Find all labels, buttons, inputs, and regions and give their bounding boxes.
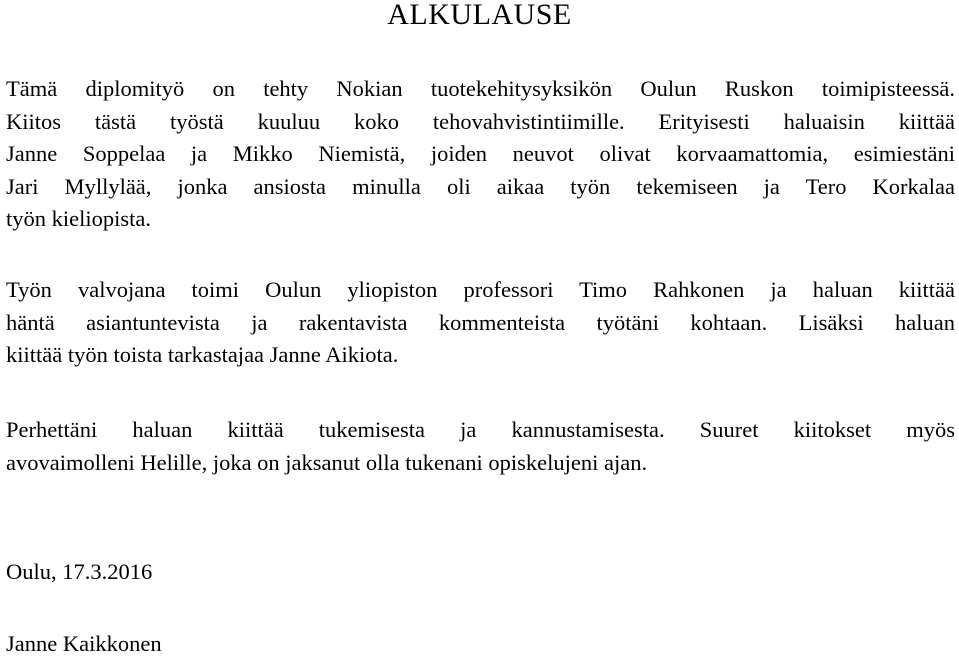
- paragraph-line: työn kieliopista.: [6, 206, 151, 232]
- acknowledgement-paragraph-2: [6, 274, 955, 372]
- paragraph-line: Perhettäni haluan kiittää tukemisesta ja kannustamisesta. Suuret kiitokset myös: [6, 417, 955, 442]
- paragraph-line: Jari Myllylää, jonka ansiosta minulla oli aikaa työn tekemiseen ja Tero Korkalaa: [6, 173, 955, 199]
- place-and-date: Oulu, 17.3.2016: [6, 559, 153, 584]
- paragraph-line: Tämä diplomityö on tehty Nokian tuotekehitysyksikön Oulun Ruskon toimipisteessä.: [6, 76, 955, 101]
- paragraph-line: Janne Soppelaa ja Mikko Niemistä, joiden neuvot olivat korvaamattomia, esimiestäni: [6, 141, 955, 167]
- page-title: ALKULAUSE: [387, 0, 572, 31]
- paragraph-line: häntä asiantuntevista ja rakentavista kommenteista työtäni kohtaan. Lisäksi haluan: [6, 309, 955, 335]
- acknowledgement-paragraph-1: [6, 73, 955, 236]
- paragraph-line: Kiitos tästä työstä kuuluu koko tehovahvistintiimille. Erityisesti haluaisin kiittää: [6, 108, 955, 134]
- paragraph-line: Työn valvojana toimi Oulun yliopiston professori Timo Rahkonen ja haluan kiittää: [6, 277, 955, 302]
- acknowledgement-paragraph-3: [6, 414, 955, 479]
- paragraph-line: avovaimolleni Helille, joka on jaksanut olla tukenani opiskelujeni ajan.: [6, 449, 648, 475]
- signer-name: Janne Kaikkonen: [6, 631, 162, 656]
- paragraph-line: kiittää työn toista tarkastajaa Janne Aikiota.: [6, 342, 399, 368]
